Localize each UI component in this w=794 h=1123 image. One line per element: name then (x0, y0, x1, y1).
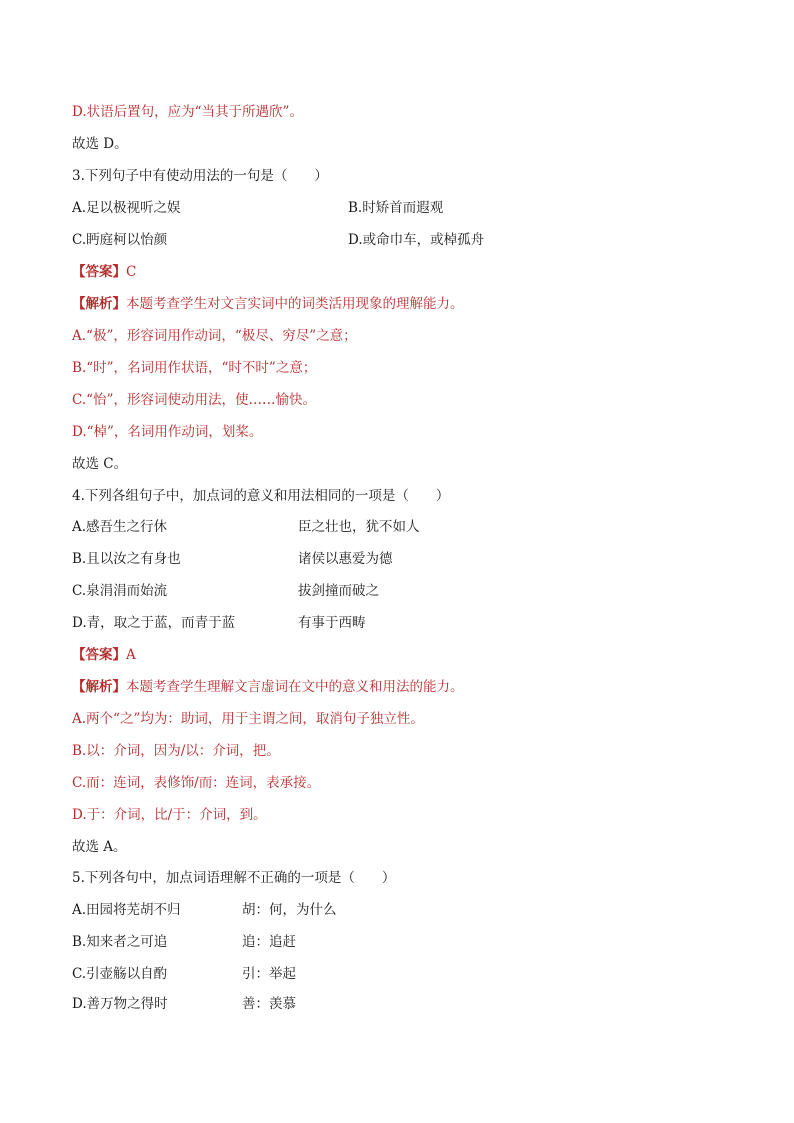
q5-option-d-left: D.善万物之得时 (72, 996, 168, 1012)
explanation-tag: 【解析】 (72, 296, 126, 312)
q4-explanation (72, 678, 464, 696)
q5-option-a-right: 胡：何，为什么 (242, 902, 337, 918)
q3-explanation-d: D.“棹”，名词用作动词，划桨。 (72, 424, 263, 440)
q3-explanation (72, 295, 464, 313)
question-3: 3.下列句子中有使动用法的一句是（ ） (72, 168, 328, 184)
answer-tag: 【答案】 (72, 647, 126, 663)
q3-option-d: D.或命巾车，或棹孤舟 (348, 232, 485, 248)
q3-option-b: B.时矫首而遐观 (348, 200, 444, 216)
q3-explanation-b: B.“时”，名词用作状语，“时不时”之意； (72, 360, 317, 376)
q5-option-b-left: B.知来者之可追 (72, 934, 168, 950)
q4-explanation-c: C.而：连词，表修饰/而：连词，表承接。 (72, 775, 321, 791)
explanation-line-d: D.状语后置句，应为“当其于所遇欣”。 (72, 104, 303, 120)
q4-option-c-right: 拔剑撞而破之 (298, 583, 379, 599)
q4-option-b-left: B.且以汝之有身也 (72, 551, 181, 567)
q5-option-a-left: A.田园将芜胡不归 (72, 902, 181, 918)
question-5: 5.下列各句中，加点词语理解不正确的一项是（ ） (72, 870, 396, 886)
q5-option-c-right: 引：举起 (242, 966, 296, 982)
q4-option-b-right: 诸侯以惠爱为德 (298, 551, 393, 567)
q3-option-a: A.足以极视听之娱 (72, 200, 181, 216)
q4-option-d-left: D.青，取之于蓝，而青于蓝 (72, 615, 236, 631)
q5-option-b-right: 追：追赶 (242, 934, 296, 950)
q5-option-c-left: C.引壶觞以自酌 (72, 966, 168, 982)
explanation-text: 本题考查学生理解文言虚词在文中的意义和用法的能力。 (126, 679, 464, 695)
q3-explanation-a: A.“极”，形容词用作动词，“极尽、穷尽”之意； (72, 328, 357, 344)
explanation-tag: 【解析】 (72, 679, 126, 695)
q4-option-c-left: C.泉涓涓而始流 (72, 583, 168, 599)
q4-option-a-right: 臣之壮也，犹不如人 (298, 519, 420, 535)
answer-tag: 【答案】 (72, 264, 126, 280)
explanation-text: 本题考查学生对文言实词中的词类活用现象的理解能力。 (126, 296, 464, 312)
q3-answer (72, 263, 136, 281)
question-4: 4.下列各组句子中，加点词的意义和用法相同的一项是（ ） (72, 488, 450, 504)
q5-option-d-right: 善：羡慕 (242, 996, 296, 1012)
q4-option-a-left: A.感吾生之行休 (72, 519, 168, 535)
choose-line: 故选 D。 (72, 136, 128, 152)
q4-choose: 故选 A。 (72, 839, 127, 855)
answer-value: A (126, 647, 136, 663)
q4-answer (72, 646, 136, 664)
q4-option-d-right: 有事于西畴 (298, 615, 366, 631)
answer-value: C (126, 264, 137, 280)
q3-option-c: C.眄庭柯以怡颜 (72, 232, 168, 248)
q3-explanation-c: C.“怡”，形容词使动用法，使……愉快。 (72, 392, 316, 408)
q4-explanation-d: D.于：介词，比/于：介词，到。 (72, 807, 267, 823)
q4-explanation-a: A.两个“之”均为：助词，用于主谓之间，取消句子独立性。 (72, 711, 424, 727)
q4-explanation-b: B.以：介词，因为/以：介词，把。 (72, 743, 280, 759)
q3-choose: 故选 C。 (72, 456, 128, 472)
